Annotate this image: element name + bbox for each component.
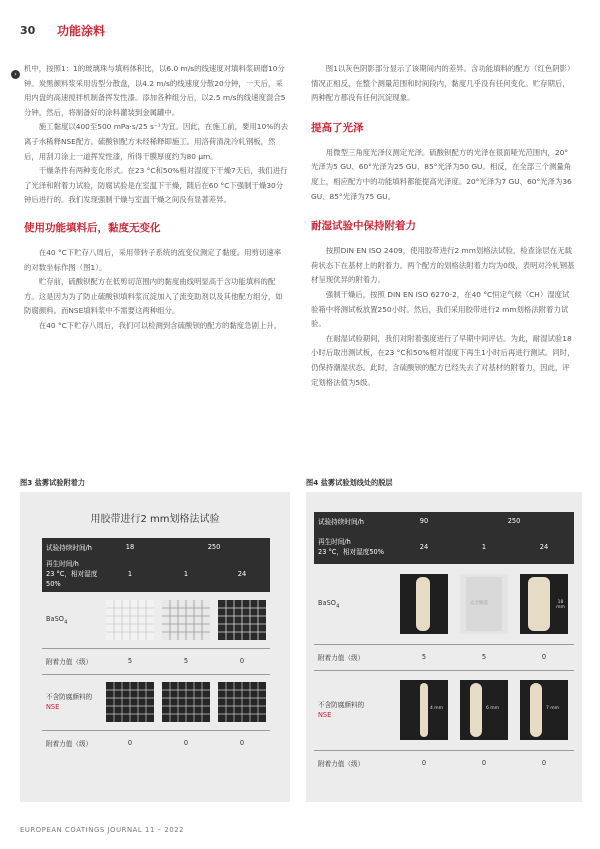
delamination-table — [314, 512, 574, 776]
paragraph: 施工黏度以400至500 mPa·s/25 s⁻¹为宜。因此，在施工前，要用10%的去离子水稀释NSE配方。硫酸钡配方未经稀释即施工。用洛荷清洗冷轧钢板，然后，用刮刀涂上一道挥发性漆，所得干膜厚度约为80 μm。 — [24, 122, 289, 161]
regen-label: 再生时间/h 23 °C，相对湿度50% — [42, 556, 102, 592]
scribe-photo — [400, 574, 448, 634]
paragraph: 用微型三角度光泽仪测定光泽。硫酸钡配方的光泽在很面哑光范围内，20°光泽为5 GU、60°光泽为25 GU、85°光泽为50 GU。相反，在全部三个测量角度上，相应配方中的功能填料都能提高光泽度。20°光泽为7 GU、60°光泽为36 GU、85°光泽为75 GU。 — [311, 147, 572, 201]
sample-subscript: 4 — [63, 618, 68, 625]
scribe-photo — [400, 680, 448, 740]
regen-label: 再生时间/h 23 °C，相对湿度50% — [314, 530, 394, 564]
paragraph: 贮存前，硫酸钡配方在低剪切范围内的黏度曲线明显高于含功能填料的配方。这是因为为了防止硫酸钡填料浆沉淀加入了流变助剂以及其他配方组分，如防腐颜料。而NSE填料浆中不需要这两种组分。 — [24, 277, 283, 316]
adhesion-label: 附着力值（级） — [42, 648, 102, 674]
regen-value: 24 — [514, 530, 574, 564]
adhesion-value: 0 — [481, 759, 487, 768]
adhesion-value: 5 — [158, 648, 214, 674]
scribe-photo — [520, 680, 568, 740]
adhesion-value: 0 — [183, 739, 189, 748]
scribe-photo — [460, 574, 508, 634]
sample-label — [314, 564, 394, 644]
journal-footer: EUROPEAN COATINGS JOURNAL 11 – 2022 — [20, 826, 185, 834]
duration-label: 试验持续时间/h — [42, 538, 102, 556]
paragraph: 机中，按照1：1的玻璃珠与填料体积比，以6.0 m/s的线速度对填料浆研磨10分钟。炭黑颜料浆采用齿型分散盘，以4.2 m/s的线速度分散20分钟，一天后，采用内盘的高速搅拌机制备挥发性漆。添加各种组分后，以2.5 m/s的线速度混合5分钟。然后，将制备好的涂料灌装到金属罐中。 — [24, 64, 286, 117]
right-column — [311, 62, 575, 390]
sample-desc: 不含防腐颜料的 — [46, 693, 93, 701]
figure-caption: 图3 盐雾试验附着力 — [20, 478, 86, 487]
section-title: 功能涂料 — [57, 24, 106, 38]
adhesion-value: 0 — [514, 644, 574, 670]
scribe-photo — [460, 680, 508, 740]
regen-value: 1 — [158, 556, 214, 592]
paragraph: 按照DIN EN ISO 2409，使用胶带进行2 mm划格法试验，检查涂层在无载荷状态下在基材上的附着力。两个配方的划格法附着力均为0级，表明对冷轧钢基材呈现优异的附着力。 — [311, 246, 575, 285]
adhesion-value: 0 — [421, 759, 427, 768]
regen-value: 24 — [394, 530, 454, 564]
strip-label: 6 mm — [486, 706, 500, 711]
section-heading: 耐湿试验中保持附着力 — [311, 220, 416, 233]
sample-name: BaSO — [318, 598, 336, 607]
figure-4 — [306, 492, 582, 802]
crosscut-photo — [218, 682, 266, 722]
paragraph: 图1以灰色阴影部分显示了该期间内的差异。含功能填料的配方（红色阴影）情况正相反，在整个测量范围和时间段内，黏度几乎没有任何变化。贮存期后，两种配方都没有任何沉淀现象。 — [311, 64, 575, 103]
crosscut-photo — [106, 600, 154, 640]
duration-label: 试验持续时间/h — [314, 512, 394, 530]
figure-caption: 图4 盐雾试验划线处的脱层 — [306, 478, 393, 487]
adhesion-value: 5 — [102, 648, 158, 674]
paragraph: 强制干燥后，按照 DIN EN ISO 6270-2，在40 °C恒定气候（CH）湿度试验箱中将测试板放置250小时。然后，我们采用胶带进行2 mm划格法附着力试验。 — [311, 289, 570, 329]
adhesion-value: 0 — [239, 739, 245, 748]
crosscut-photo — [162, 682, 210, 722]
adhesion-label: 附着力值（级） — [46, 740, 93, 749]
figure-3 — [20, 492, 290, 802]
adhesion-value: 0 — [214, 648, 270, 674]
strip-label: 4 mm — [430, 706, 444, 711]
adhesion-value: 5 — [454, 644, 514, 670]
adhesion-label: 附着力值（级） — [314, 644, 394, 670]
left-column — [24, 62, 288, 334]
crosscut-photo — [162, 600, 210, 640]
strip-label: 完全脱落 — [470, 600, 488, 606]
duration-value: 250 — [158, 538, 270, 556]
sample-subscript: 4 — [335, 602, 340, 609]
figure-title: 用胶带进行2 mm划格法试验 — [90, 514, 220, 525]
regen-value: 1 — [454, 530, 514, 564]
sample-label — [42, 674, 102, 730]
adhesion-value: 0 — [541, 759, 547, 768]
duration-value: 90 — [394, 512, 454, 530]
paragraph: 在40 °C下贮存八周后，采用带转子系统的流变仪测定了黏度。用剪切速率的对数坐标作图（图1）。 — [24, 247, 282, 272]
duration-value: 250 — [454, 512, 574, 530]
section-heading: 提高了光泽 — [311, 121, 364, 134]
crosscut-photo — [218, 600, 266, 640]
adhesion-table — [42, 538, 270, 756]
regen-value: 1 — [102, 556, 158, 592]
paragraph: 在40 °C下贮存八周后，我们可以检测到含硫酸钡的配方的黏度急剧上升。 — [38, 320, 282, 330]
page-number: 30 — [20, 24, 36, 37]
crosscut-photo — [106, 682, 154, 722]
section-heading: 使用功能填料后，黏度无变化 — [24, 221, 161, 234]
sample-name: NSE — [46, 703, 60, 711]
paragraph: 在耐湿试验期间，我们对附着强度进行了早期中间评估。为此，耐湿试验18小时后取出测试板，在23 °C和50%相对湿度下再生1小时后再进行测试。同时，仍保持潮湿状态。此时，含硫酸钡的配方已经失去了对基材的附着力，因此，评定划格法值为5级。 — [311, 333, 575, 387]
regen-value: 24 — [214, 556, 270, 592]
sample-desc: 不含防腐颜料的 — [318, 701, 365, 709]
paragraph: 干燥条件有两种变化形式。在23 °C和50%相对湿度下干燥7天后，我们进行了光泽和附着力试验，防腐试验是在室温下干燥，随后在60 °C下强制干燥30分钟后进行的。我们发现强制干燥与室温干燥之间没有显著差异。 — [24, 166, 288, 205]
continuation-arrow-icon: › — [11, 70, 20, 79]
adhesion-label: 附着力值（级） — [318, 760, 365, 769]
duration-value: 18 — [102, 538, 158, 556]
sample-name: BaSO — [46, 614, 64, 623]
adhesion-value: 5 — [394, 644, 454, 670]
strip-label: 7 mm — [546, 706, 560, 711]
sample-label — [42, 592, 102, 648]
sample-label — [314, 670, 394, 750]
sample-name: NSE — [318, 711, 332, 719]
scribe-photo — [520, 574, 568, 634]
strip-label: 18 mm — [556, 599, 565, 610]
adhesion-value: 0 — [127, 739, 133, 748]
